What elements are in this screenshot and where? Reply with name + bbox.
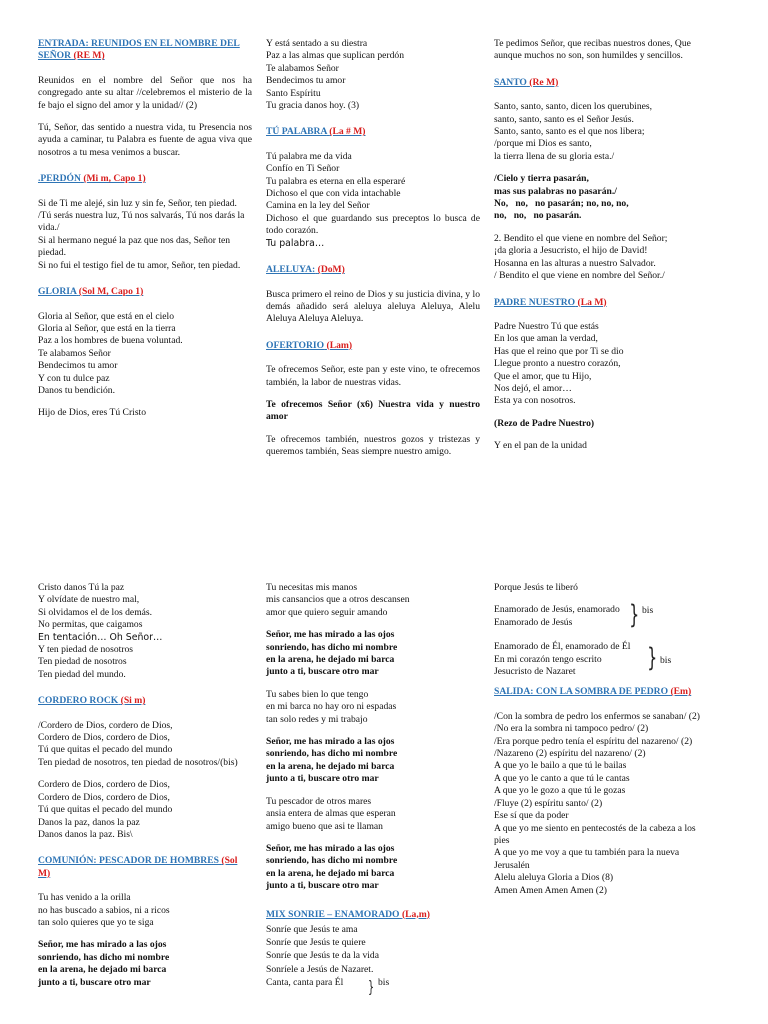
heading-entrada: ENTRADA: REUNIDOS EN EL NOMBRE DEL SEÑOR (RE M): [38, 38, 240, 62]
chord: (RE M): [73, 50, 105, 62]
paragraph: Te ofrecemos Señor, este pan y este vino, te ofrecemos también, la labor de nuestras vidas.: [266, 364, 480, 388]
enamorado-group-1: Enamorado de Jesús, enamorado Enamorado de Jesús } bis: [494, 600, 654, 631]
lyrics-santo-2: 2. Bendito el que viene en nombre del Señor; ¡da gloria a Jesucristo, el hijo de David! Hosanna en las alturas a nuestro Salvador. / Bendito el que viene en nombre del Señor./: [494, 232, 668, 282]
lyrics-padre-cont: Cristo danos Tú la paz Y olvídate de nuestro mal, Si olvidamos el de los demás. No permitas, que caigamos En tentación… Oh Señor… Y ten piedad de nosotros Ten piedad de nosotros Ten piedad del mundo.: [38, 582, 163, 680]
chord: (Sol M, Capo 1): [78, 286, 144, 298]
column-palabra: [266, 38, 480, 469]
chord: (Lam): [326, 339, 353, 351]
column-pescador: [266, 582, 480, 999]
column-entrada: [38, 38, 252, 430]
lyrics-cordero: /Cordero de Dios, cordero de Dios, Cordero de Dios, cordero de Dios, Tú que quitas el pecado del mundo Ten piedad de nosotros, ten piedad de nosotros/(bis): [38, 719, 238, 768]
lyrics-line: Y en el pan de la unidad: [494, 440, 587, 452]
chord: (La # M): [329, 126, 366, 138]
chord: (La,m): [401, 908, 430, 920]
heading-comunion: COMUNIÓN: PESCADOR DE HOMBRES (Sol M): [38, 855, 238, 879]
paragraph: Busca primero el reino de Dios y su justicia divina, y lo demás añadido será aleluya aleluya Aleluya, Alelu Aleluya Aleluya Aleluya.: [266, 288, 480, 325]
lyrics-gloria-cont: Y está sentado a su diestra Paz a las almas que suplican perdón Te alabamos Señor Bendecimos tu amor Santo Espíritu Tu gracia danos hoy. (3): [266, 38, 404, 112]
chord: (Sol M): [38, 855, 238, 879]
paragraph: Te ofrecemos también, nuestros gozos y tristezas y queremos también, Seas siempre nuestro amigo.: [266, 433, 480, 458]
paragraph: Reunidos en el nombre del Señor que nos ha congregado ante su altar //celebremos el misterio de la fe bajo el signo del amor y la unidad// (2): [38, 74, 252, 111]
chord: (Mi m, Capo 1): [83, 173, 146, 185]
lyrics-comunion: Tu has venido a la orilla no has buscado a sabios, ni a ricos tan solo quieres que yo te siga: [38, 892, 170, 928]
heading-perdon: .PERDÓN (Mi m, Capo 1): [38, 173, 146, 185]
brace-icon: }: [368, 976, 375, 996]
chord: (La M): [577, 296, 607, 308]
heading-santo: SANTO (Re M): [494, 76, 559, 88]
lyrics-verse: Tu necesitas mis manos mis cansancios que a otros descansen amor que quiero seguir amando: [266, 582, 410, 618]
column-cordero: [38, 582, 252, 999]
lyrics-santo-bold: /Cielo y tierra pasarán, mas sus palabras no pasarán./ No, no, no pasarán; no, no, no, no, no, no pasarán.: [494, 173, 629, 222]
brace-icon: }: [629, 600, 640, 631]
lyrics-salida: /Con la sombra de pedro los enfermos se sanaban/ (2) /No era la sombra ni tampoco pedro/ (2) /Era porque pedro tenía el espíritu del nazareno/ (2) /Nazareno (2) espíritu del nazareno/ (2) A que yo le bailo a que tú le bailas A que yo le canto a que tú le cantas A que yo le gozo a que tú le gozas /Fluye (2) espíritu santo/ (2) Ese sí que da poder A que yo me siento en pentecostés de la cabeza a los pies A que yo me voy a que tu también para la nueva Jerusalén Alelu aleluya Gloria a Dios (8) Amen Amen Amen Amen (2): [494, 710, 700, 896]
heading-ofertorio: OFERTORIO (Lam): [266, 339, 353, 351]
lyrics-verse: Tu sabes bien lo que tengo en mi barca no hay oro ni espadas tan solo redes y mi trabajo: [266, 688, 397, 725]
heading-gloria: GLORIA (Sol M, Capo 1): [38, 286, 144, 298]
bis-label: bis: [378, 976, 390, 988]
lyrics-chorus: Señor, me has mirado a las ojos sonriendo, has dicho mi nombre en la arena, he dejado mi barca junto a ti, buscare otro mar: [266, 629, 398, 678]
lyrics-mix: Sonríe que Jesús te ama Sonríe que Jesús te quiere Sonríe que Jesús te da la vida Sonríele a Jesús de Nazaret. Canta, canta para Él } bis: [266, 923, 480, 989]
chord: (DoM): [317, 264, 345, 276]
brace-icon: }: [647, 643, 658, 674]
enamorado-group-2: Enamorado de Él, enamorado de Él En mi corazón tengo escrito Jesucristo de Nazaret } bis: [494, 641, 672, 678]
lyrics-verse: Tu pescador de otros mares ansia entera de almas que esperan amigo bueno que asi te llaman: [266, 795, 396, 832]
lyrics-chorus: Señor, me has mirado a las ojos sonriendo, has dicho mi nombre en la arena, he dejado mi barca junto a ti, buscare otro mar: [266, 842, 398, 892]
lyrics-palabra: Tú palabra me da vida Confío en Ti Señor Tu palabra es eterna en ella esperaré Dichoso el que con vida intachable Camina en la ley del Señor Dichoso el que guardando sus preceptos lo busca de todo corazón. Tu palabra…: [266, 150, 480, 249]
lyrics-line: Hijo de Dios, eres Tú Cristo: [38, 407, 147, 419]
heading-mix: MIX SONRIE – ENAMORADO (La,m): [266, 908, 430, 920]
lyrics-chorus: Señor, me has mirado a las ojos sonriendo, has dicho mi nombre en la arena, he dejado mi barca junto a ti, buscare otro mar: [266, 736, 398, 785]
bis-label: bis: [642, 605, 654, 617]
chord: (Si m): [120, 695, 146, 707]
heading-padre-nuestro: PADRE NUESTRO (La M): [494, 296, 607, 308]
heading-palabra: TÚ PALABRA (La # M): [266, 126, 366, 138]
heading-salida: SALIDA: CON LA SOMBRA DE PEDRO (Em): [494, 686, 692, 698]
lyrics-padre: Padre Nuestro Tú que estás En los que aman la verdad, Has que el reino que por Ti se dio Llegue pronto a nuestro corazón, Que el amor, que tu Hijo, Nos dejó, el amor… Esta ya con nosotros.: [494, 320, 624, 407]
column-salida: [494, 582, 708, 907]
lyrics-perdon: Si de Ti me alejé, sin luz y sin fe, Señor, ten piedad. /Tú serás nuestra luz, Tú nos salvarás, Tú nos darás la vida./ Si al hermano negué la paz que nos das, Señor ten piedad. Si no fui el testigo fiel de tu amor, Señor, ten piedad.: [38, 197, 245, 271]
lyrics-gloria: Gloria al Señor, que está en el cielo Gloria al Señor, que está en la tierra Paz a los hombres de buena voluntad. Te alabamos Señor Bendecimos tu amor Y con tu dulce paz Danos tu bendición.: [38, 310, 183, 396]
paragraph-bold: Te ofrecemos Señor (x6) Nuestra vida y nuestro amor: [266, 398, 480, 423]
lyrics-santo: Santo, santo, santo, dicen los querubines, santo, santo, santo es el Señor Jesús. Santo, santo, santo es el que nos libera; /porque mi Dios es santo, la tierra llena de su gloria esta./: [494, 101, 653, 162]
heading-cordero: CORDERO ROCK (Si m): [38, 695, 146, 707]
column-santo: [494, 38, 708, 463]
chord: (Em): [670, 686, 692, 698]
lyrics-chorus: Señor, me has mirado a las ojos sonriendo, has dicho mi nombre en la arena, he dejado mi barca junto a ti, buscare otro mar: [38, 939, 170, 988]
lyrics-line: Porque Jesús te liberó: [494, 582, 578, 593]
bis-label: bis: [660, 655, 672, 667]
heading-aleluya: ALELUYA: (DoM): [266, 264, 345, 276]
chord: (Re M): [529, 76, 559, 88]
paragraph: Te pedimos Señor, que recibas nuestros dones, Que aunque muchos no son, son humildes y sencillos.: [494, 38, 691, 62]
lyrics-line: (Rezo de Padre Nuestro): [494, 417, 595, 429]
lyrics-cordero-2: Cordero de Dios, cordero de Dios, Cordero de Dios, cordero de Dios, Tú que quitas el pecado del mundo Danos la paz, danos la paz Danos danos la paz. Bis\: [38, 779, 173, 840]
paragraph: Tú, Señor, das sentido a nuestra vida, tu Presencia nos ayuda a caminar, tu Palabra es fuente de agua viva que nosotros a tu mesa venimos a buscar.: [38, 122, 252, 158]
